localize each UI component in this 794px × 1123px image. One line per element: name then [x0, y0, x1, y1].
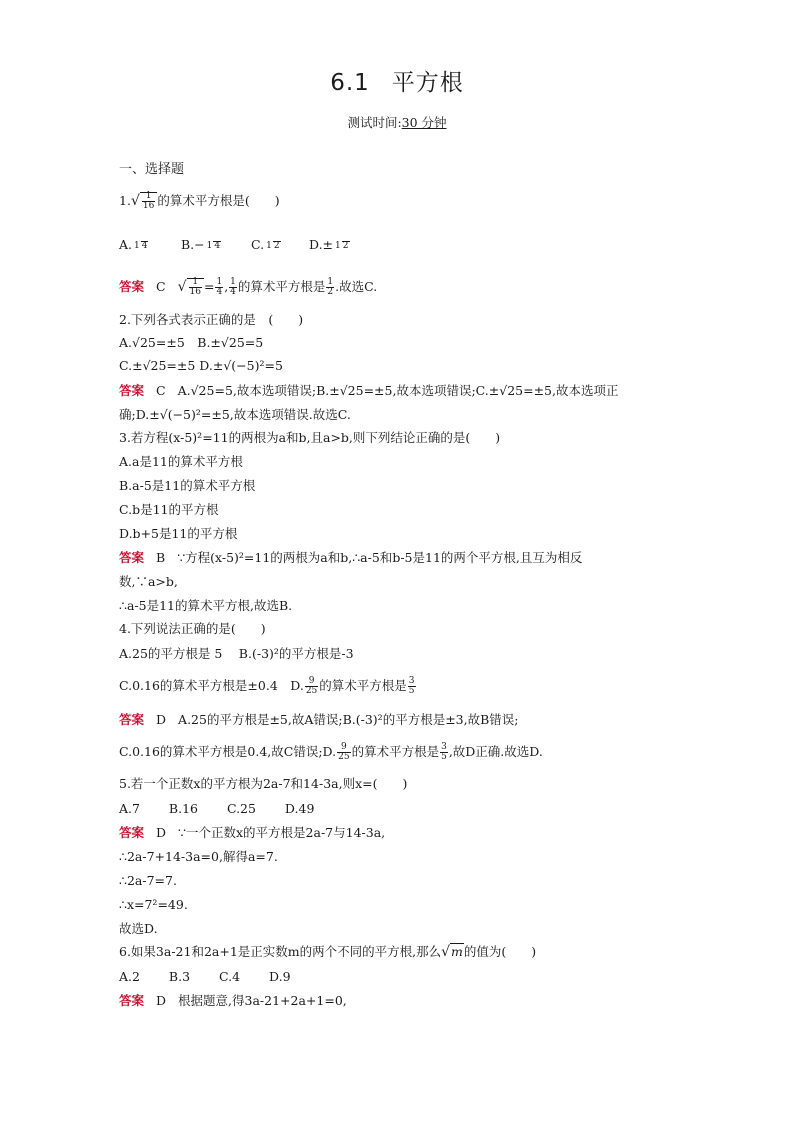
question-5-answer-cont3: ∴x=7²=49.: [119, 897, 188, 912]
question-6-options: A.2 B.3 C.4 D.9: [119, 969, 291, 984]
question-2-options-cd: C.±√25=±5 D.±√(−5)²=5: [119, 358, 283, 373]
question-4-stem: 4.下列说法正确的是( ): [119, 621, 266, 636]
question-5-options: A.7 B.16 C.25 D.49: [119, 801, 315, 816]
question-6-stem: 6.如果3a-21和2a+1是正实数m的两个不同的平方根,那么√m的值为( ): [119, 944, 537, 960]
question-2-options-ab: A.√25=±5 B.±√25=5: [119, 335, 264, 350]
question-2-answer-cont: 确;D.±√(−5)²=±5,故本选项错误.故选C.: [119, 407, 351, 422]
question-3-option-c: C.b是11的平方根: [119, 502, 219, 517]
question-5-stem: 5.若一个正数x的平方根为2a-7和14-3a,则x=( ): [119, 776, 408, 791]
question-4-options-cd: C.0.16的算术平方根是±0.4 D. $\frac{9}{25}$ 的算术平方根是 $\frac{3}{5}$: [119, 676, 415, 696]
question-3-answer: 答案 B ∵方程(x-5)²=11的两根为a和b,∴a-5和b-5是11的两个平方根,且互为相反: [119, 550, 583, 565]
section-title: 平方根: [391, 70, 464, 96]
test-time-value: 30 分钟: [401, 115, 447, 130]
question-5-answer-cont1: ∴2a-7+14-3a=0,解得a=7.: [119, 849, 278, 864]
question-3-answer-cont1: 数,∵a>b,: [119, 574, 178, 589]
question-1-answer: 答案 C √ $\frac{1}{16}$ = $\frac{1}{4}$ , $\frac{1}{4}$ 的算术平方根是 $\frac{1}{2}$ .故选C.: [119, 277, 378, 297]
question-4-answer-cont: C.0.16的算术平方根是0.4,故C错误;D. $\frac{9}{25}$ 的算术平方根是 $\frac{3}{5}$ ,故D正确.故选D.: [119, 742, 543, 762]
question-1-stem: 1.√ $\frac{1}{16}$ 的算术平方根是( ): [119, 191, 280, 211]
question-3-answer-cont2: ∴a-5是11的算术平方根,故选B.: [119, 598, 293, 613]
question-5-answer: 答案 D ∵一个正数x的平方根是2a-7与14-3a,: [119, 825, 386, 840]
test-time: [0, 113, 794, 131]
question-3-option-d: D.b+5是11的平方根: [119, 526, 238, 541]
answer-label: 答案: [119, 279, 145, 294]
question-4-answer: 答案 D A.25的平方根是±5,故A错误;B.(-3)²的平方根是±3,故B错误;: [119, 712, 519, 727]
question-5-answer-cont2: ∴2a-7=7.: [119, 873, 177, 888]
question-2-stem: 2.下列各式表示正确的是 ( ): [119, 312, 304, 327]
question-4-options-ab: A.25的平方根是 5 B.(-3)²的平方根是-3: [119, 646, 354, 661]
section-heading: 一、选择题: [119, 162, 185, 177]
section-number: 6.1: [330, 70, 370, 96]
sqrt-symbol: √ $\frac{1}{16}$: [131, 192, 157, 211]
question-3-option-b: B.a-5是11的算术平方根: [119, 478, 256, 493]
test-time-label: 测试时间:: [347, 115, 402, 130]
question-5-answer-cont4: 故选D.: [119, 921, 158, 936]
question-3-stem: 3.若方程(x-5)²=11的两根为a和b,且a>b,则下列结论正确的是( ): [119, 430, 501, 445]
page-title: [0, 64, 794, 97]
question-3-option-a: A.a是11的算术平方根: [119, 454, 243, 469]
question-6-answer: 答案 D 根据题意,得3a-21+2a+1=0,: [119, 993, 347, 1008]
question-2-answer: 答案 C A.√25=5,故本选项错误;B.±√25=±5,故本选项错误;C.±√25=±5,故本选项正: [119, 383, 619, 398]
question-1-options: A. 1 4 B.− 1 4 C. 1 2 D.± 1 2: [119, 237, 349, 252]
